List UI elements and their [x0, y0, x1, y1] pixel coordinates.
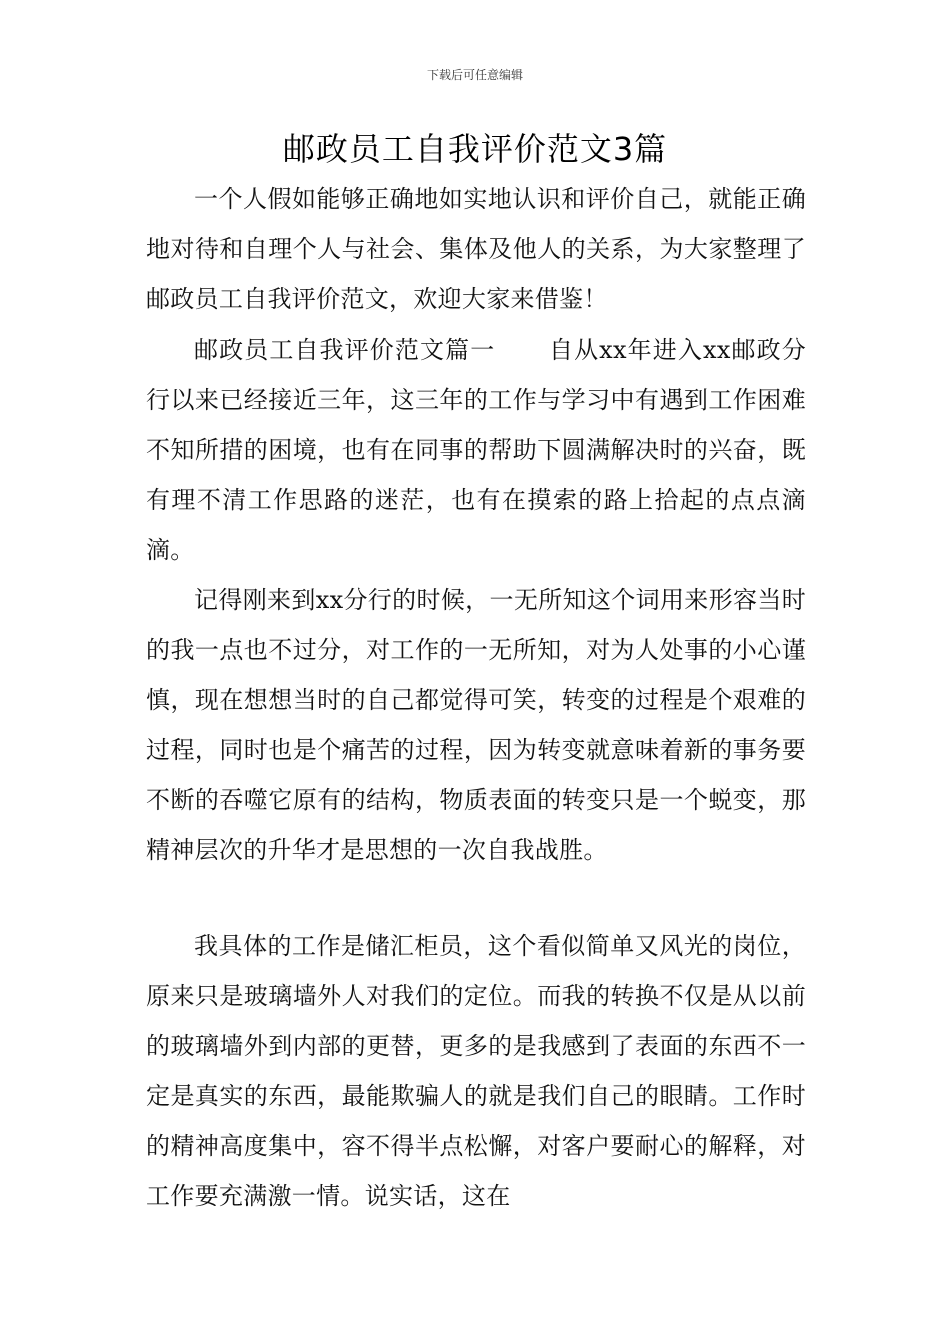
section-heading: 邮政员工自我评价范文篇一 — [194, 336, 496, 364]
header-note: 下载后可任意编辑 — [426, 68, 523, 82]
document-title: 邮政员工自我评价范文3篇 — [282, 130, 668, 168]
body-paragraph-3: 我具体的工作是储汇柜员，这个看似简单又风光的岗位，原来只是玻璃墙外人对我们的定位。而我的转换不仅是从以前的玻璃墙外到内部的更替，更多的是我感到了表面的东西不一定是真实的东西，最能欺骗人的就是我们自己的眼睛。工作时的精神高度集中，容不得半点松懈，对客户要耐心的解释，对工作要充满激一情。说实话，这在 — [146, 932, 806, 1210]
body-paragraph-2: 记得刚来到xx分行的时候，一无所知这个词用来形容当时的我一点也不过分，对工作的一无所知，对为人处事的小心谨慎，现在想想当时的自己都觉得可笑，转变的过程是个艰难的过程，同时也是个痛苦的过程，因为转变就意味着新的事务要不断的吞噬它原有的结构，物质表面的转变只是一个蜕变，那精神层次的升华才是思想的一次自我战胜。 — [146, 586, 806, 864]
section-one-paragraph — [146, 325, 806, 575]
section-one-text: 自从xx年进入xx邮政分行以来已经接近三年，这三年的工作与学习中有遇到工作困难不知所措的困境，也有在同事的帮助下圆满解决时的兴奋，既有理不清工作思路的迷茫，也有在摸索的路上拾起的点点滴滴。 — [146, 336, 806, 564]
intro-paragraph: 一个人假如能够正确地如实地认识和评价自己，就能正确地对待和自理个人与社会、集体及他人的关系，为大家整理了邮政员工自我评价范文，欢迎大家来借鉴！ — [146, 185, 806, 313]
